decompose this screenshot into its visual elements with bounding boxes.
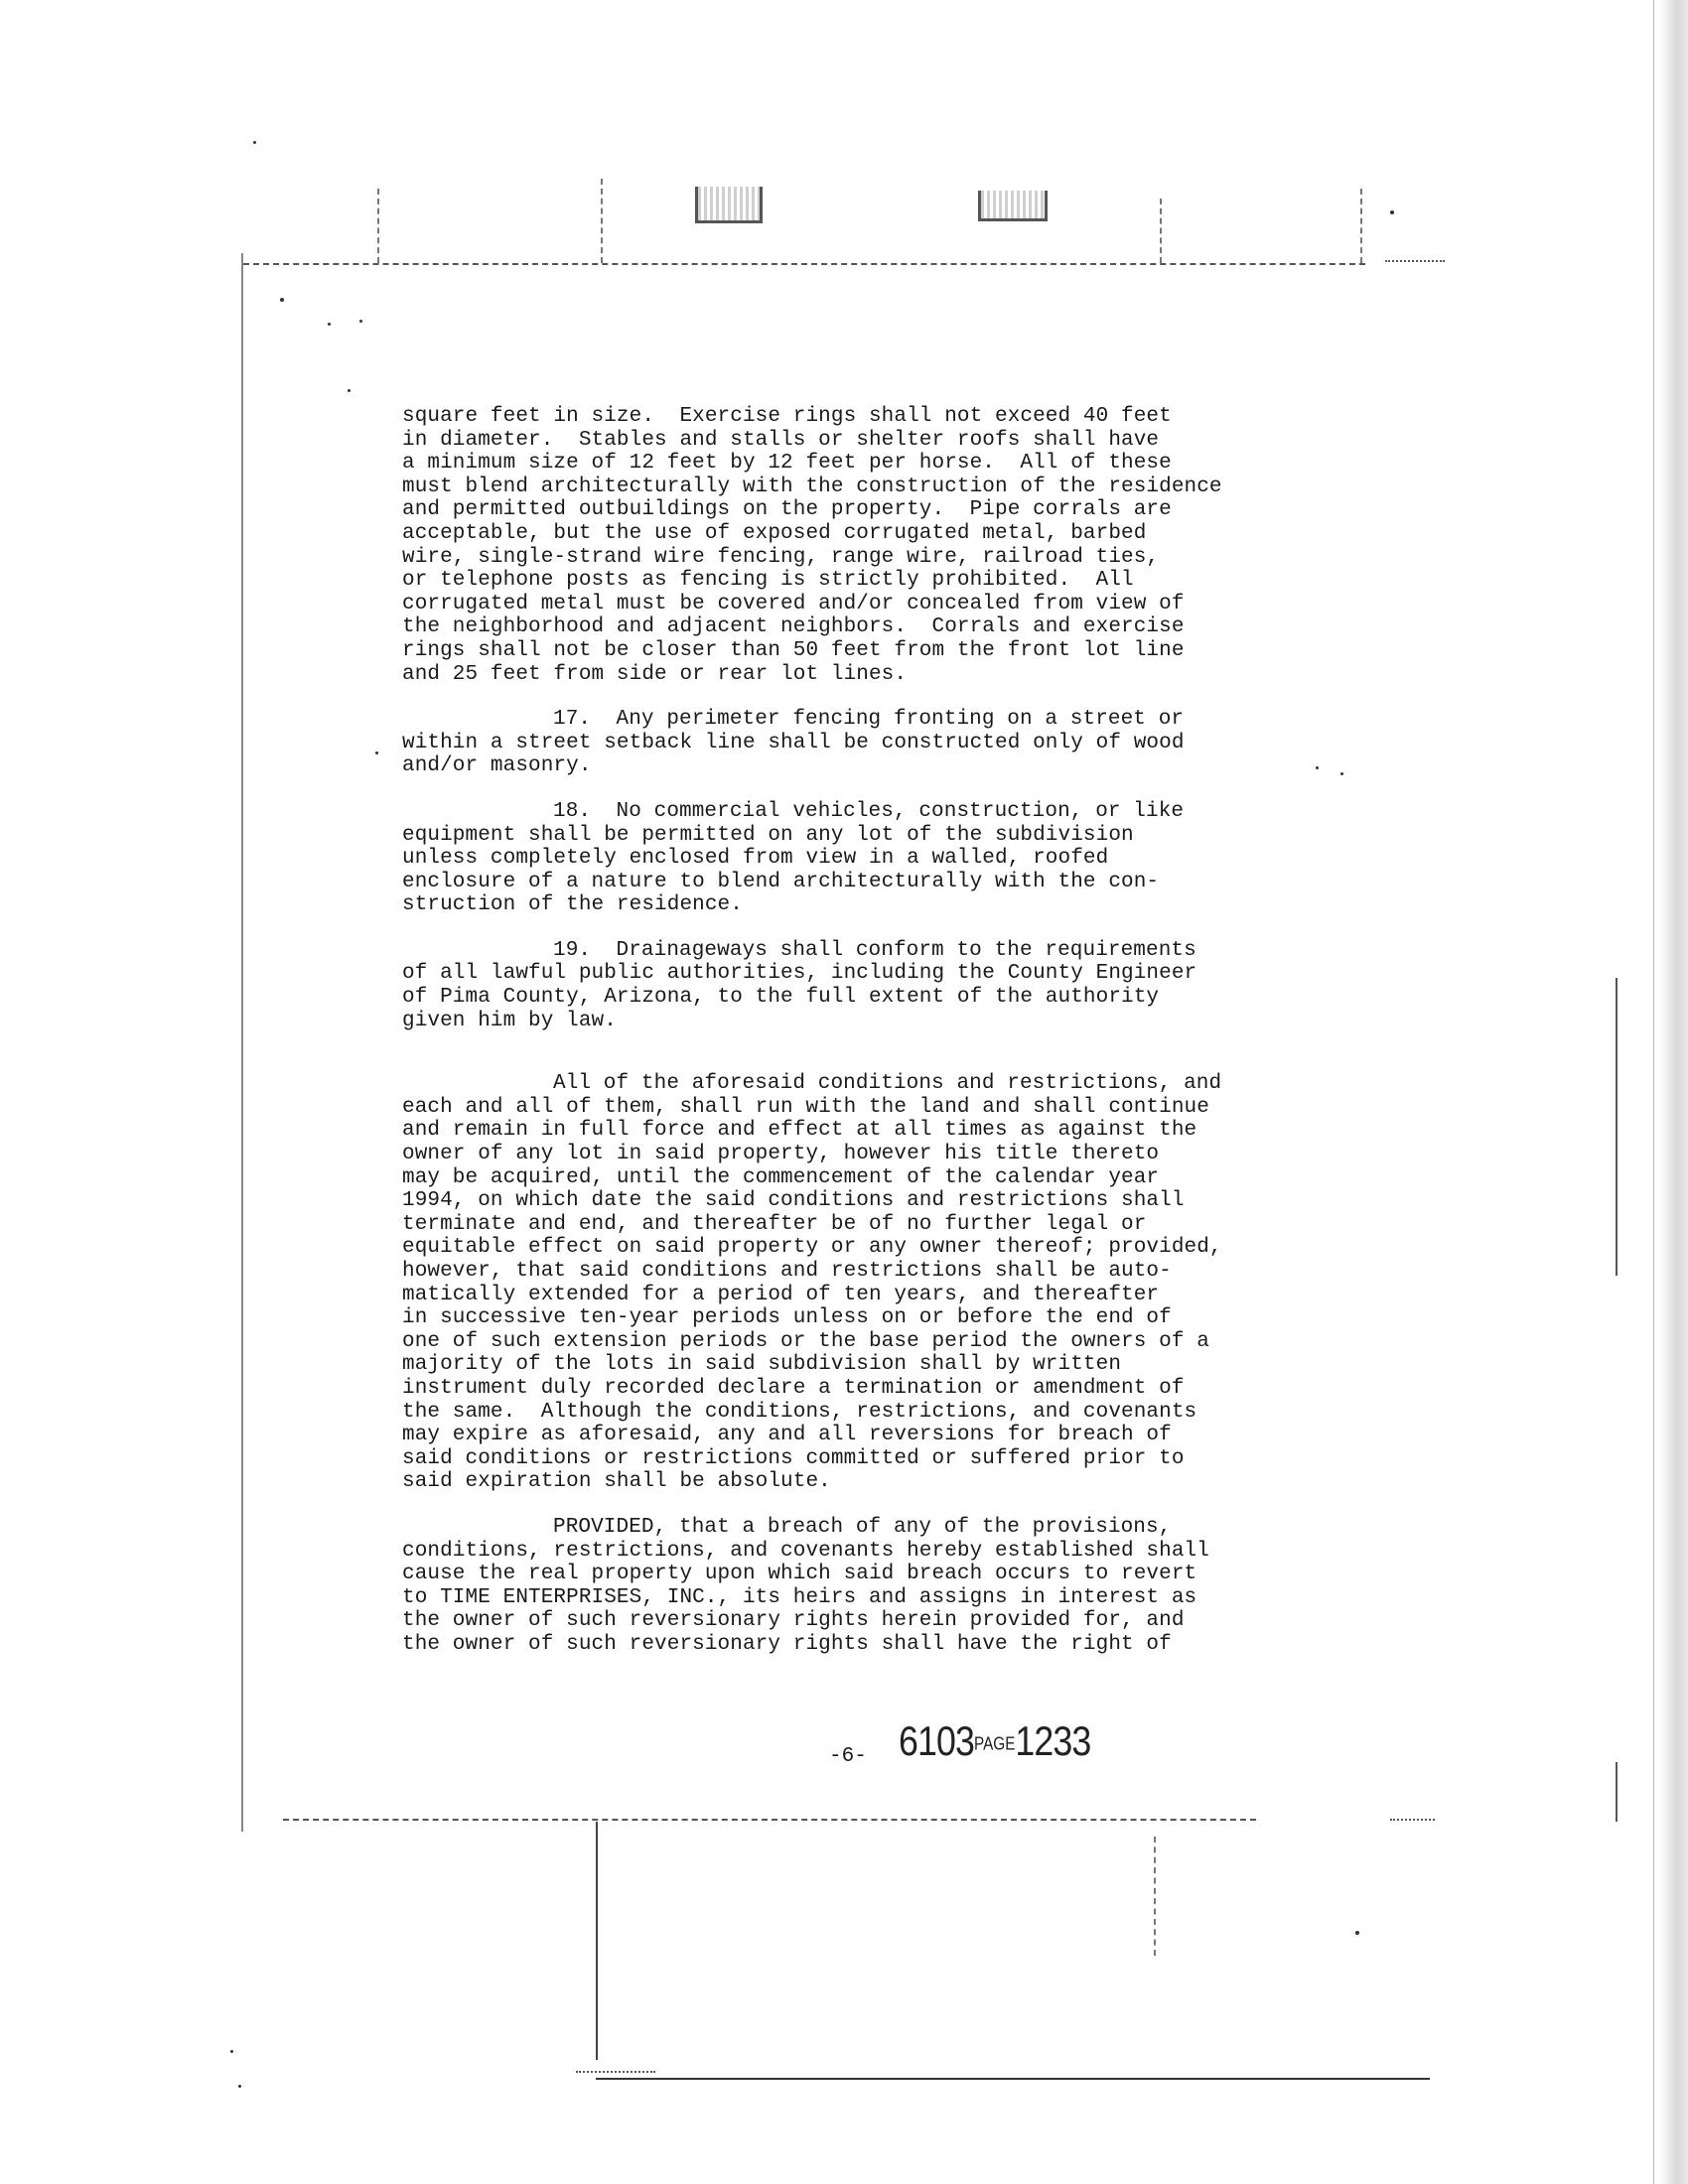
text-line <box>402 1143 1336 1166</box>
line-text: to TIME ENTERPRISES, INC., its heirs and assigns in interest as <box>402 1585 1197 1609</box>
text-line <box>402 939 1336 963</box>
text-line <box>402 1633 1336 1657</box>
line-text: 19. Drainageways shall conform to the requirements <box>553 938 1196 962</box>
line-text: equitable effect on said property or any owner thereof; provided, <box>402 1236 1222 1260</box>
scan-speck <box>359 320 362 323</box>
text-line <box>402 1586 1336 1610</box>
text-line <box>402 452 1336 476</box>
line-text: conditions, restrictions, and covenants hereby established shall <box>402 1539 1209 1563</box>
line-text: rings shall not be closer than 50 feet from the front lot line <box>402 638 1185 662</box>
right-margin-mark-lower <box>1616 1762 1618 1822</box>
line-text: 17. Any perimeter fencing fronting on a street or <box>553 708 1185 732</box>
line-text: square feet in size. Exercise rings shall not exceed 40 feet <box>402 405 1172 428</box>
text-line <box>402 754 1336 778</box>
line-text: cause the real property upon which said breach occurs to revert <box>402 1563 1197 1586</box>
binder-clip-mark-left <box>695 187 763 223</box>
text-line <box>402 405 1336 429</box>
scan-speck <box>230 2050 233 2053</box>
line-text: in successive ten-year periods unless on or before the end of <box>402 1306 1172 1330</box>
top-tick-1 <box>377 189 379 263</box>
top-tick-4 <box>1360 189 1362 263</box>
text-line <box>402 1540 1336 1564</box>
scan-speck <box>1340 772 1343 775</box>
text-line <box>402 663 1336 687</box>
line-text: a minimum size of 12 feet by 12 feet per horse. All of these <box>402 452 1172 476</box>
recording-stamp <box>899 1717 1090 1765</box>
text-line <box>402 1563 1336 1586</box>
text-line <box>402 1401 1336 1425</box>
scan-speck <box>1390 210 1394 214</box>
line-text: struction of the residence. <box>402 893 743 917</box>
line-text: 1994, on which date the said conditions and restrictions shall <box>402 1189 1185 1213</box>
bottom-frame-line-right <box>1390 1819 1435 1821</box>
text-line <box>402 1424 1336 1447</box>
paragraph <box>402 1072 1336 1494</box>
line-text: said conditions or restrictions committed or suffered prior to <box>402 1446 1185 1470</box>
text-line <box>402 708 1336 732</box>
line-text: and remain in full force and effect at all times as against the <box>402 1119 1197 1143</box>
text-line <box>402 593 1336 616</box>
line-text: one of such extension periods or the base period the owners of a <box>402 1329 1209 1353</box>
text-line <box>402 1377 1336 1401</box>
text-line <box>402 1470 1336 1494</box>
line-text: the neighborhood and adjacent neighbors. Corrals and exercise <box>402 615 1185 639</box>
scan-edge-shadow <box>1660 0 1688 2184</box>
text-line <box>402 546 1336 570</box>
line-text: majority of the lots in said subdivision shall by written <box>402 1353 1122 1377</box>
line-text: matically extended for a period of ten years, and thereafter <box>402 1283 1160 1306</box>
left-frame-line <box>241 253 243 1832</box>
line-text: the owner of such reversionary rights shall have the right of <box>402 1632 1172 1656</box>
text-line <box>402 1236 1336 1260</box>
paragraph <box>402 405 1336 686</box>
text-line <box>402 1213 1336 1237</box>
line-text: the same. Although the conditions, restrictions, and covenants <box>402 1400 1197 1424</box>
text-line <box>402 476 1336 499</box>
text-line <box>402 1447 1336 1471</box>
line-text: the owner of such reversionary rights herein provided for, and <box>402 1609 1185 1633</box>
text-line <box>402 1010 1336 1033</box>
scan-speck <box>238 2085 241 2088</box>
text-line <box>402 1353 1336 1377</box>
line-text: All of the aforesaid conditions and restrictions, and <box>553 1072 1222 1096</box>
line-text: and permitted outbuildings on the property. Pipe corrals are <box>402 498 1172 522</box>
bottom-base-line <box>596 2078 1430 2080</box>
bottom-tick <box>1154 1837 1156 1956</box>
binder-clip-mark-right <box>978 191 1048 221</box>
text-line <box>402 1284 1336 1307</box>
text-line <box>402 1189 1336 1213</box>
line-text: however, that said conditions and restrictions shall be auto- <box>402 1260 1172 1283</box>
line-text: or telephone posts as fencing is strictly prohibited. All <box>402 569 1134 593</box>
paragraph <box>402 800 1336 917</box>
text-line <box>402 847 1336 871</box>
line-text: PROVIDED, that a breach of any of the provisions, <box>553 1515 1172 1539</box>
line-text: within a street setback line shall be constructed only of wood <box>402 731 1185 754</box>
line-text: 18. No commercial vehicles, construction, or like <box>553 799 1185 823</box>
line-text: said expiration shall be absolute. <box>402 1470 831 1494</box>
scan-speck <box>375 751 378 754</box>
page-label: PAGE <box>974 1733 1016 1754</box>
paragraph <box>402 708 1336 778</box>
text-line <box>402 522 1336 546</box>
text-line <box>402 1609 1336 1633</box>
text-line <box>402 498 1336 522</box>
line-text: enclosure of a nature to blend architecturally with the con- <box>402 870 1160 893</box>
document-body <box>402 405 1336 1679</box>
text-line <box>402 1306 1336 1330</box>
line-text: instrument duly recorded declare a termination or amendment of <box>402 1376 1185 1400</box>
line-text: each and all of them, shall run with the land and shall continue <box>402 1095 1209 1119</box>
text-line <box>402 1260 1336 1284</box>
bottom-base-line-left <box>576 2071 655 2073</box>
bottom-frame-line <box>283 1819 1256 1821</box>
line-text: of Pima County, Arizona, to the full extent of the authority <box>402 986 1160 1010</box>
recorded-page-number: 1233 <box>1015 1717 1091 1764</box>
line-text: in diameter. Stables and stalls or shelter roofs shall have <box>402 428 1160 452</box>
top-frame-line-right <box>1385 260 1445 262</box>
text-line <box>402 1096 1336 1120</box>
text-line <box>402 1330 1336 1354</box>
text-line <box>402 639 1336 663</box>
top-tick-2 <box>601 179 603 263</box>
text-line <box>402 1072 1336 1096</box>
text-line <box>402 615 1336 639</box>
line-text: may expire as aforesaid, any and all reversions for breach of <box>402 1424 1172 1447</box>
line-text: must blend architecturally with the construction of the residence <box>402 475 1222 498</box>
text-line <box>402 429 1336 453</box>
line-text: and/or masonry. <box>402 754 592 778</box>
line-text: wire, single-strand wire fencing, range wire, railroad ties, <box>402 545 1160 569</box>
line-text: owner of any lot in said property, however his title thereto <box>402 1143 1160 1166</box>
scan-edge-line <box>1653 0 1654 2184</box>
paragraph <box>402 1516 1336 1657</box>
scan-speck <box>328 323 331 326</box>
line-text: of all lawful public authorities, including the County Engineer <box>402 962 1197 986</box>
line-text: corrugated metal must be covered and/or concealed from view of <box>402 592 1185 615</box>
text-line <box>402 962 1336 986</box>
text-line <box>402 893 1336 917</box>
line-text: may be acquired, until the commencement of the calendar year <box>402 1165 1160 1189</box>
docket-number: 6103 <box>899 1717 975 1764</box>
line-text: equipment shall be permitted on any lot of the subdivision <box>402 823 1134 847</box>
line-text: terminate and end, and thereafter be of no further legal or <box>402 1212 1147 1236</box>
right-margin-mark <box>1616 978 1618 1276</box>
page-number: -6- <box>829 1745 867 1768</box>
bottom-divider-line <box>596 1822 598 2060</box>
text-line <box>402 732 1336 755</box>
scan-speck <box>348 389 351 392</box>
scan-speck <box>1355 1931 1359 1935</box>
text-line <box>402 1166 1336 1190</box>
top-frame-line <box>243 263 1365 265</box>
text-line <box>402 824 1336 848</box>
top-tick-3 <box>1160 199 1162 263</box>
line-text: given him by law. <box>402 1009 617 1032</box>
text-line <box>402 1516 1336 1540</box>
scan-speck <box>253 141 256 144</box>
text-line <box>402 1119 1336 1143</box>
line-text: acceptable, but the use of exposed corrugated metal, barbed <box>402 521 1147 545</box>
paragraph <box>402 939 1336 1032</box>
text-line <box>402 871 1336 894</box>
scan-speck <box>280 298 284 302</box>
line-text: unless completely enclosed from view in a walled, roofed <box>402 847 1109 871</box>
text-line <box>402 569 1336 593</box>
text-line <box>402 800 1336 824</box>
text-line <box>402 986 1336 1010</box>
line-text: and 25 feet from side or rear lot lines. <box>402 662 908 686</box>
